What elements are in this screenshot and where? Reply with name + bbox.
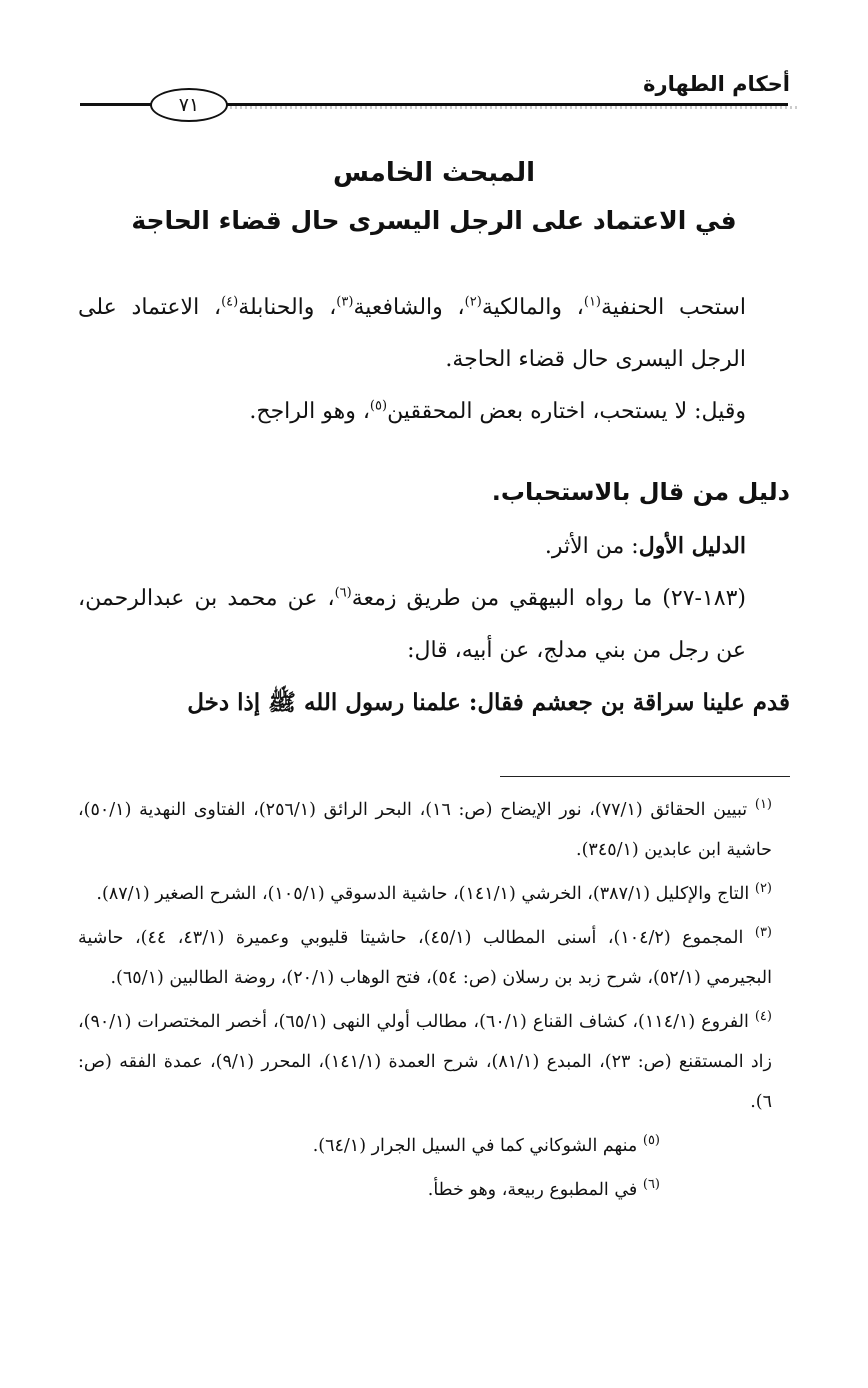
footnote-ref[interactable]: (١) (583, 294, 601, 310)
paragraph-opinions: استحب الحنفية$^{(١)}$، والمالكية$^{(٢)}$، والشافعية$^{(٣)}$، والحنابلة$^{(٤)}$، الاعتماد على الرجل اليسرى حال قضاء الحاجة. (78, 294, 746, 372)
footnote-separator (500, 776, 790, 777)
chapter-heading: المبحث الخامس (332, 158, 536, 188)
hadith-narration: (١٨٣-٢٧) ما رواه البيهقي من طريق زمعة$^{(٦)}$، عن محمد بن عبدالرحمن، عن رجل من بني مدلج، عن أبيه، قال: (78, 585, 746, 663)
footnote-item: $^{(٤)}$ الفروع (١١٤/١)، كشاف القناع (٦٠/١)، مطالب أولي النهى (٦٥/١)، أخصر المختصرات (٩٠/١)، زاد المستقنع (ص: ٢٣)، المبدع (٨١/١)، شرح العمدة (١٤١/١)، المحرر (٩/١)، عمدة الفقه (ص: ٦). (78, 1009, 772, 1112)
evidence-block (78, 520, 790, 729)
evidence-label: الدليل الأول (638, 533, 746, 559)
footnotes (78, 790, 790, 1214)
running-header-title: أحكام الطهارة (643, 72, 790, 96)
header-rule-ornament (230, 106, 800, 109)
footnote-mark: (١) (754, 797, 772, 813)
footnote-mark: (٦) (642, 1177, 660, 1193)
footnote-mark: (٥) (642, 1133, 660, 1149)
footnote-ref[interactable]: (٣) (336, 294, 354, 310)
footnote-item: $^{(٥)}$ منهم الشوكاني كما في السيل الجرار (٦٤/١). (312, 1133, 660, 1156)
footnote-item: $^{(٣)}$ المجموع (١٠٤/٢)، أسنى المطالب (٤٥/١)، حاشيتا قليوبي وعميرة (٤٣/١، ٤٤)، حاشية البجيرمي (٥٢/١)، شرح زبد بن رسلان (ص: ٥٤)، فتح الوهاب (٢٠/١)، روضة الطالبين (٦٥/١). (78, 925, 772, 988)
footnote-mark: (٤) (754, 1009, 772, 1025)
footnote-item: $^{(١)}$ تبيين الحقائق (٧٧/١)، نور الإيضاح (ص: ١٦)، البحر الرائق (٢٥٦/١)، الفتاوى النهدية (٥٠/١)، حاشية ابن عابدين (٣٤٥/١). (78, 797, 772, 860)
footnote-ref[interactable]: (٥) (369, 398, 388, 414)
footnote-ref[interactable]: (٢) (464, 294, 482, 310)
footnote-mark: (٢) (754, 881, 772, 897)
section-heading: دليل من قال بالاستحباب. (491, 478, 790, 506)
hadith-quote: قدم علينا سراقة بن جعشم فقال: علمنا رسول الله ﷺ إذا دخل (187, 689, 790, 716)
chapter-title: في الاعتماد على الرجل اليسرى حال قضاء الحاجة (131, 206, 737, 235)
evidence-title: الدليل الأول: من الأثر. (544, 533, 746, 559)
body-text (78, 282, 790, 438)
paragraph-other-opinion: وقيل: لا يستحب، اختاره بعض المحققين$^{(٥)}$، وهو الراجح. (249, 398, 746, 424)
footnote-mark: (٣) (754, 925, 772, 941)
footnote-item: $^{(٢)}$ التاج والإكليل (٣٨٧/١)، الخرشي (١٤١/١)، حاشية الدسوقي (١٠٥/١)، الشرح الصغير (٨٧/١). (96, 881, 772, 904)
page-number-badge: ٧١ (150, 88, 228, 122)
footnote-ref[interactable]: (٤) (221, 294, 239, 310)
footnote-ref[interactable]: (٦) (334, 585, 352, 601)
footnote-item: $^{(٦)}$ في المطبوع ربيعة، وهو خطأ. (427, 1177, 660, 1200)
